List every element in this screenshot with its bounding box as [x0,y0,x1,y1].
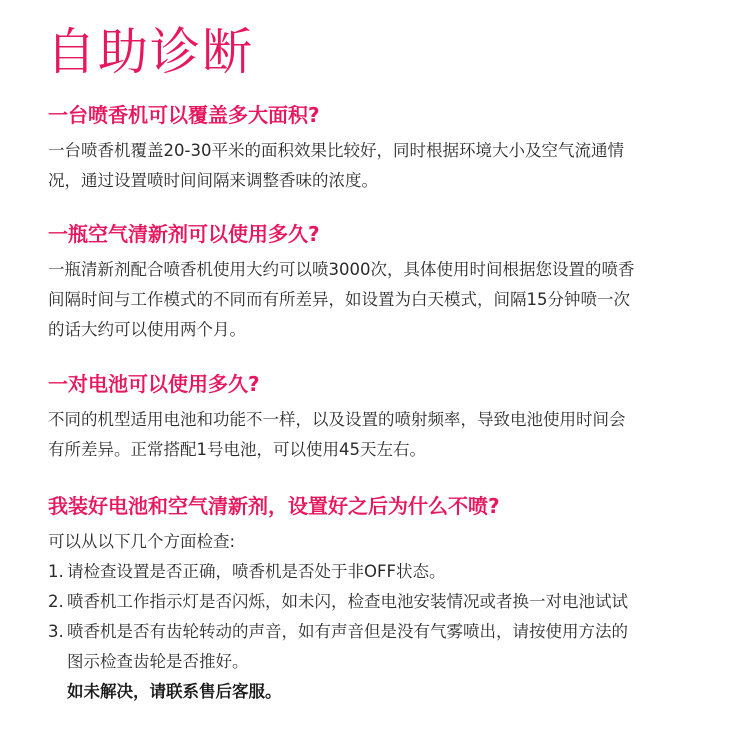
check-text: 喷香机工作指示灯是否闪烁，如未闪，检查电池安装情况或者换一对电池试试 [67,592,628,611]
faq-refill-duration [48,219,720,345]
check-item [48,557,720,587]
faq-answer [48,136,720,196]
check-number: 2. [48,592,64,611]
faq-question: 我装好电池和空气清新剂，设置好之后为什么不喷? [48,494,500,518]
check-number: 3. [48,622,64,641]
faq-answer-line: 一台喷香机覆盖20-30平米的面积效果比较好，同时根据环境大小及空气流通情 [48,141,624,160]
faq-question: 一瓶空气清新剂可以使用多久? [48,222,320,246]
check-number: 1. [48,562,64,581]
check-list [48,557,720,677]
faq-answer-line: 况，通过设置喷时间间隔来调整香味的浓度。 [48,171,378,190]
check-item [48,587,720,617]
faq-answer-line: 有所差异。正常搭配1号电池，可以使用45天左右。 [48,440,426,459]
support-note: 如未解决，请联系售后客服。 [67,682,282,701]
faq-battery-duration [48,369,720,465]
faq-answer-line: 的话大约可以使用两个月。 [48,320,246,339]
faq-answer-line: 一瓶清新剂配合喷香机使用大约可以喷3000次，具体使用时间根据您设置的喷香 [48,260,635,279]
faq-intro [48,527,720,557]
faq-answer-line: 间隔时间与工作模式的不同而有所差异，如设置为白天模式，间隔15分钟喷一次 [48,290,630,309]
check-text: 请检查设置是否正确，喷香机是否处于非OFF状态。 [67,562,446,581]
faq-question: 一台喷香机可以覆盖多大面积? [48,103,320,127]
check-text: 喷香机是否有齿轮转动的声音，如有声音但是没有气雾喷出，请按使用方法的 [67,622,628,641]
faq-answer [48,405,720,465]
check-item [48,617,720,677]
faq-coverage-area [48,100,720,196]
faq-answer-line: 不同的机型适用电池和功能不一样，以及设置的喷射频率，导致电池使用时间会 [48,410,626,429]
check-text: 图示检查齿轮是否推好。 [67,652,249,671]
faq-intro-line: 可以从以下几个方面检查: [48,532,236,551]
faq-answer [48,255,720,345]
faq-not-spraying [48,491,720,707]
faq-question: 一对电池可以使用多久? [48,372,260,396]
page-title: 自助诊断 [46,23,254,81]
